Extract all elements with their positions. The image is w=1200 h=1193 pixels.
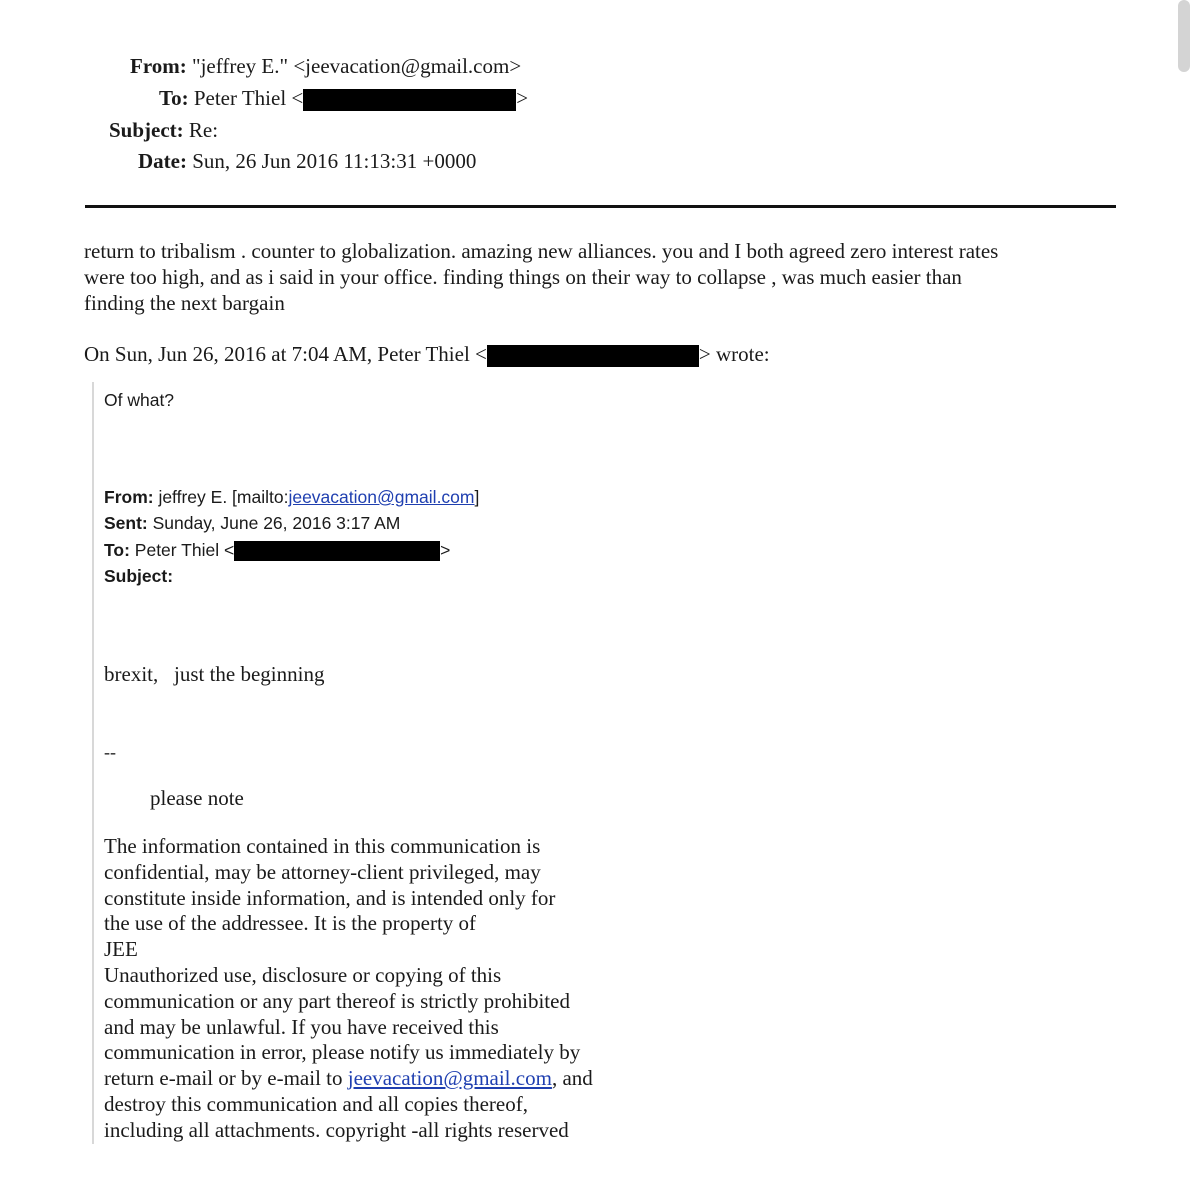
header-from-label: From: (130, 54, 187, 78)
disclaimer-line: communication in error, please notify us immediately by (104, 1040, 581, 1065)
header-subject-value: Re: (188, 118, 219, 142)
quoted-from-label: From: (104, 487, 154, 507)
quoted-to-close: > (440, 540, 451, 560)
header-date-label: Date: (138, 149, 187, 173)
quote-bar (92, 382, 94, 1144)
quoted-sent-value: Sunday, June 26, 2016 3:17 AM (147, 513, 401, 533)
quoted-subject-row (104, 563, 173, 589)
attribution-prefix: On Sun, Jun 26, 2016 at 7:04 AM, Peter Thiel < (84, 342, 487, 366)
disclaimer-line: confidential, may be attorney-client privileged, may (104, 859, 541, 884)
scrollbar[interactable] (1178, 0, 1190, 72)
confidentiality-disclaimer (104, 834, 593, 1144)
disclaimer-line: constitute inside information, and is intended only for (104, 885, 556, 910)
quoted-to-value: Peter Thiel < (129, 540, 235, 560)
quoted-body: brexit, just the beginning (104, 662, 325, 686)
disclaimer-line: including all attachments. copyright -all rights reserved (104, 1117, 569, 1142)
reply-line: finding the next bargain (84, 291, 285, 315)
redaction-block (234, 541, 440, 561)
disclaimer-line10-prefix: return e-mail or by e-mail to (104, 1066, 348, 1091)
quoted-to-label: To: (104, 540, 130, 560)
quoted-from-prefix: jeffrey E. [mailto: (153, 487, 289, 507)
disclaimer-line: and may be unlawful. If you have received this (104, 1014, 499, 1039)
quoted-sent-label: Sent: (104, 513, 148, 533)
disclaimer-line: Unauthorized use, disclosure or copying of this (104, 962, 502, 987)
quoted-text: Of what? (104, 390, 175, 410)
please-note: please note (150, 786, 244, 810)
redaction-block (303, 89, 516, 111)
quoted-to-row (104, 537, 450, 563)
disclaimer-line: The information contained in this communication is (104, 834, 541, 858)
disclaimer-line: destroy this communication and all copies thereof, (104, 1091, 528, 1116)
disclaimer-line: JEE (104, 937, 138, 962)
reply-attribution (84, 342, 770, 367)
disclaimer-line: the use of the addressee. It is the property of (104, 911, 477, 936)
header-from-row (130, 54, 521, 79)
quoted-from-row (104, 484, 479, 510)
disclaimer-email-link[interactable]: jeevacation@gmail.com (347, 1066, 552, 1091)
disclaimer-line: communication or any part thereof is strictly prohibited (104, 988, 570, 1013)
reply-line: were too high, and as i said in your office. finding things on their way to collapse , was much easier than (84, 265, 962, 289)
header-subject-row (109, 118, 218, 143)
signature-separator: -- (104, 742, 116, 762)
quoted-from-email-link[interactable]: jeevacation@gmail.com (288, 487, 475, 507)
quoted-subject-label: Subject: (104, 566, 174, 586)
header-date-row (138, 149, 476, 174)
disclaimer-line (104, 1066, 593, 1092)
disclaimer-line10-suffix: , and (551, 1066, 593, 1091)
header-date-value: Sun, 26 Jun 2016 11:13:31 +0000 (192, 149, 477, 173)
header-from-value: "jeffrey E." <jeevacation@gmail.com> (192, 54, 522, 78)
attribution-suffix: > wrote: (698, 342, 770, 366)
header-divider (85, 205, 1116, 208)
redaction-block (487, 345, 699, 367)
header-to-label: To: (159, 86, 189, 110)
header-to-row (159, 86, 528, 111)
reply-body (84, 238, 998, 316)
header-to-value: Peter Thiel < (193, 86, 304, 110)
quoted-sent-row (104, 510, 400, 536)
reply-line: return to tribalism . counter to globalization. amazing new alliances. you and I both agreed zero interest rates (84, 239, 999, 263)
header-to-close: > (516, 86, 529, 110)
header-subject-label: Subject: (109, 118, 184, 142)
quoted-from-suffix: ] (474, 487, 480, 507)
